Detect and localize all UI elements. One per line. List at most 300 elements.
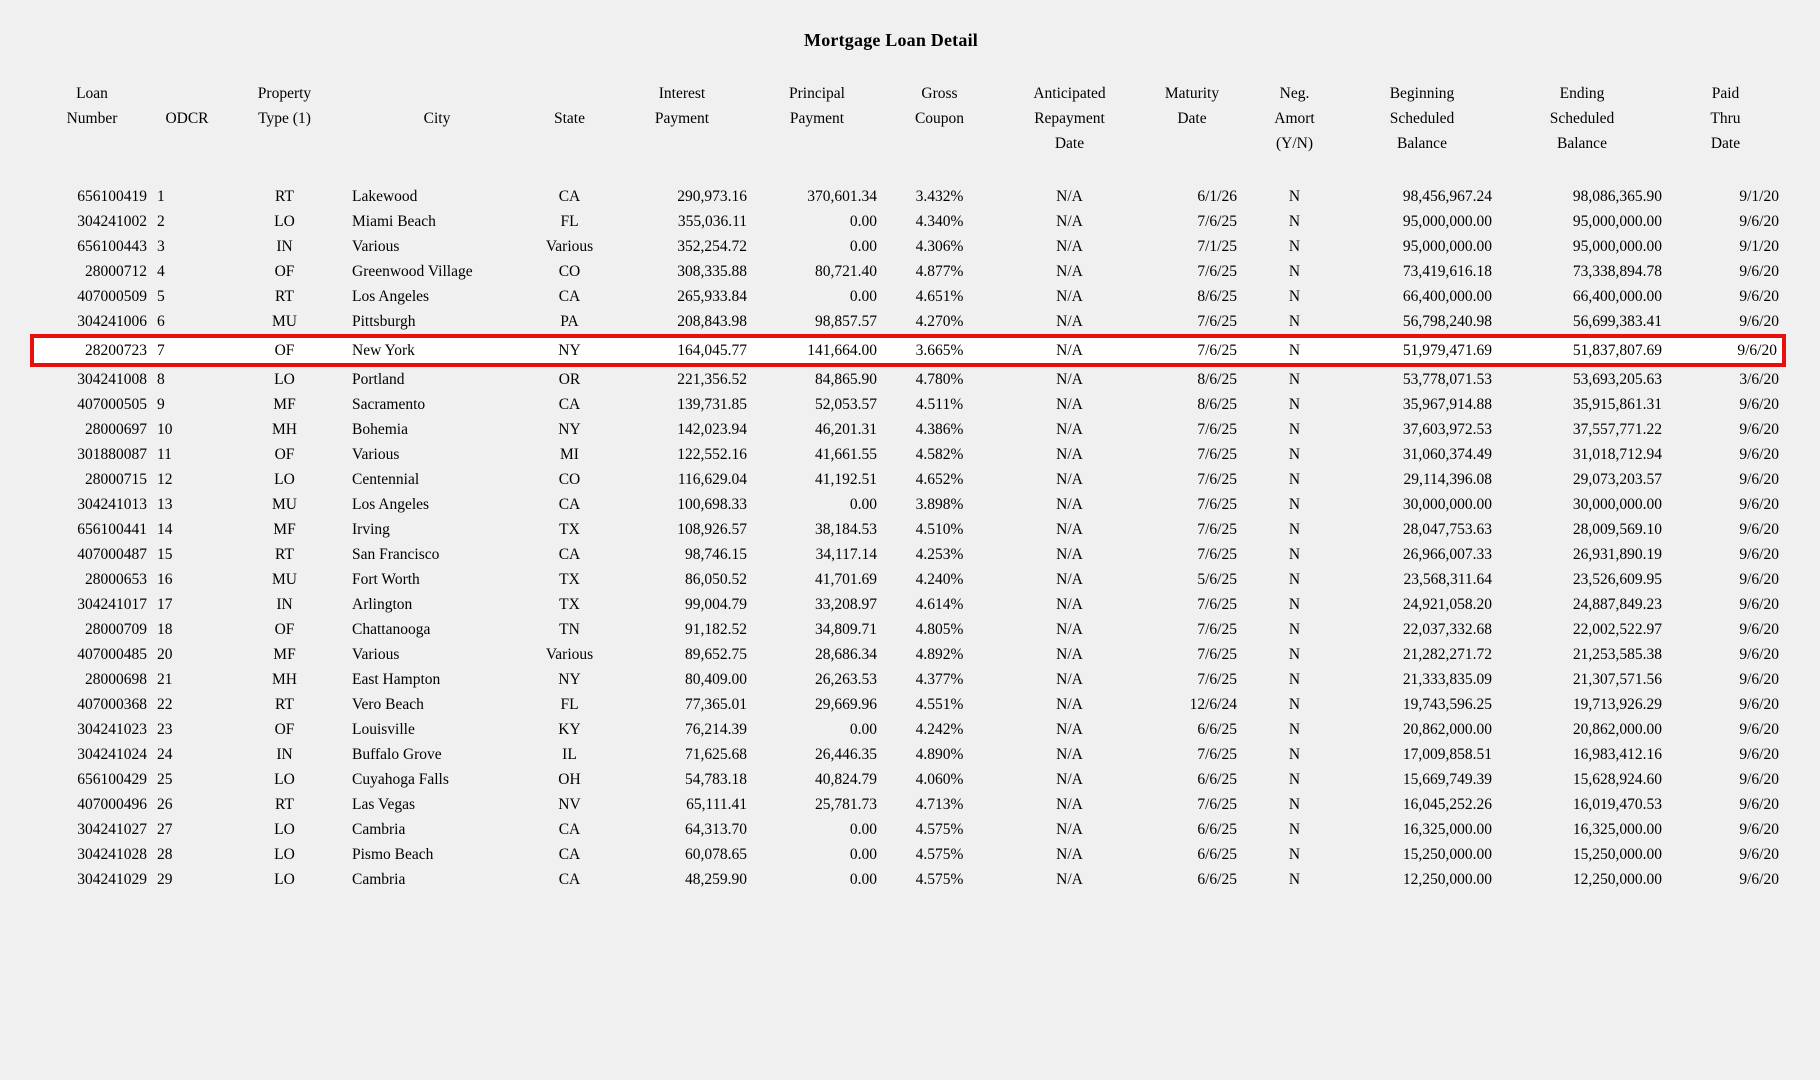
- cell-city: Centennial: [352, 471, 420, 488]
- cell-city: Greenwood Village: [352, 263, 473, 280]
- table-row: [32, 492, 1784, 517]
- cell-loan-number: 407000496: [77, 796, 147, 813]
- cell-principal-payment: 34,809.71: [815, 621, 877, 638]
- table-row: [32, 365, 1784, 392]
- column-header-neg-amort: Neg. Amort (Y/N): [1274, 85, 1315, 152]
- cell-city: Various: [352, 446, 400, 463]
- cell-gross-coupon: 4.240%: [915, 571, 964, 588]
- cell-loan-number: 304241013: [77, 496, 147, 513]
- cell-gross-coupon: 3.665%: [882, 336, 997, 365]
- cell-principal-payment: 0.00: [849, 721, 877, 738]
- cell-city: Buffalo Grove: [352, 746, 442, 763]
- table-row: [32, 209, 1784, 234]
- cell-principal-payment: 41,701.69: [815, 571, 877, 588]
- cell-neg-amort: N: [1288, 188, 1301, 205]
- cell-state: FL: [560, 696, 579, 713]
- cell-maturity-date: 5/6/25: [1197, 571, 1237, 588]
- column-header-ending-scheduled-balance: Ending Scheduled Balance: [1549, 85, 1615, 152]
- cell-property-type: IN: [276, 596, 293, 613]
- cell-state: CA: [558, 288, 581, 305]
- cell-paid-thru-date: 9/6/20: [1739, 263, 1779, 280]
- cell-principal-payment: 33,208.97: [815, 596, 877, 613]
- cell-ending-scheduled-balance: 12,250,000.00: [1572, 871, 1662, 888]
- cell-maturity-date: 7/6/25: [1197, 521, 1237, 538]
- cell-principal-payment: 0.00: [849, 496, 877, 513]
- cell-city: Miami Beach: [352, 213, 436, 230]
- cell-gross-coupon: 3.898%: [915, 496, 964, 513]
- cell-principal-payment: 0.00: [849, 288, 877, 305]
- cell-maturity-date: 6/6/25: [1197, 771, 1237, 788]
- cell-loan-number: 28000697: [85, 421, 147, 438]
- cell-anticipated-repayment-date: N/A: [1056, 238, 1083, 255]
- cell-state: CA: [558, 396, 581, 413]
- cell-property-type: OF: [222, 336, 347, 365]
- column-header-beginning-scheduled-balance: Beginning Scheduled Balance: [1389, 85, 1455, 152]
- cell-property-type: MH: [272, 421, 297, 438]
- cell-beginning-scheduled-balance: 31,060,374.49: [1402, 446, 1492, 463]
- cell-neg-amort: N: [1288, 721, 1301, 738]
- table-row: [32, 792, 1784, 817]
- cell-state: NY: [558, 421, 581, 438]
- cell-ending-scheduled-balance: 35,915,861.31: [1572, 396, 1662, 413]
- cell-beginning-scheduled-balance: 95,000,000.00: [1402, 213, 1492, 230]
- cell-beginning-scheduled-balance: 22,037,332.68: [1402, 621, 1492, 638]
- column-header-odcr: ODCR: [165, 110, 209, 127]
- cell-property-type: LO: [274, 471, 295, 488]
- cell-maturity-date: 7/6/25: [1197, 213, 1237, 230]
- cell-maturity-date: 6/6/25: [1197, 821, 1237, 838]
- cell-state: MI: [560, 446, 579, 463]
- cell-principal-payment: 29,669.96: [815, 696, 877, 713]
- cell-principal-payment: 98,857.57: [815, 313, 877, 330]
- cell-paid-thru-date: 9/6/20: [1739, 621, 1779, 638]
- cell-gross-coupon: 4.060%: [915, 771, 964, 788]
- cell-property-type: OF: [274, 621, 295, 638]
- cell-ending-scheduled-balance: 15,250,000.00: [1572, 846, 1662, 863]
- cell-odcr: 4: [157, 263, 165, 280]
- cell-gross-coupon: 4.386%: [915, 421, 964, 438]
- cell-city: Las Vegas: [352, 796, 415, 813]
- cell-loan-number: 301880087: [77, 446, 147, 463]
- cell-gross-coupon: 4.575%: [915, 871, 964, 888]
- table-row: [32, 692, 1784, 717]
- cell-city: Pismo Beach: [352, 846, 434, 863]
- cell-interest-payment: 80,409.00: [685, 671, 747, 688]
- cell-odcr: 20: [157, 646, 173, 663]
- cell-property-type: MU: [272, 313, 297, 330]
- cell-maturity-date: 7/6/25: [1197, 546, 1237, 563]
- cell-neg-amort: N: [1288, 596, 1301, 613]
- cell-ending-scheduled-balance: 51,837,807.69: [1497, 336, 1667, 365]
- cell-anticipated-repayment-date: N/A: [1056, 746, 1083, 763]
- cell-state: TX: [559, 596, 580, 613]
- highlighted-row: [32, 336, 1784, 365]
- cell-property-type: OF: [274, 721, 295, 738]
- cell-property-type: MF: [273, 396, 296, 413]
- cell-interest-payment: 99,004.79: [685, 596, 747, 613]
- cell-ending-scheduled-balance: 26,931,890.19: [1572, 546, 1662, 563]
- cell-neg-amort: N: [1288, 546, 1301, 563]
- cell-interest-payment: 142,023.94: [677, 421, 747, 438]
- cell-gross-coupon: 4.253%: [915, 546, 964, 563]
- cell-property-type: LO: [274, 821, 295, 838]
- cell-gross-coupon: 4.510%: [915, 521, 964, 538]
- cell-property-type: MF: [273, 521, 296, 538]
- cell-paid-thru-date: 9/6/20: [1739, 396, 1779, 413]
- cell-city: San Francisco: [352, 546, 440, 563]
- cell-anticipated-repayment-date: N/A: [1056, 671, 1083, 688]
- cell-city: Sacramento: [352, 396, 426, 413]
- cell-paid-thru-date: 9/6/20: [1739, 421, 1779, 438]
- cell-ending-scheduled-balance: 53,693,205.63: [1572, 371, 1662, 388]
- cell-neg-amort: N: [1288, 671, 1301, 688]
- cell-paid-thru-date: 9/1/20: [1739, 238, 1779, 255]
- table-row: [32, 767, 1784, 792]
- cell-principal-payment: 41,192.51: [815, 471, 877, 488]
- cell-gross-coupon: 4.575%: [915, 821, 964, 838]
- table-row: [32, 642, 1784, 667]
- cell-paid-thru-date: 9/6/20: [1739, 846, 1779, 863]
- cell-loan-number: 304241006: [77, 313, 147, 330]
- cell-gross-coupon: 4.575%: [915, 846, 964, 863]
- cell-ending-scheduled-balance: 28,009,569.10: [1572, 521, 1662, 538]
- cell-odcr: 26: [157, 796, 173, 813]
- cell-anticipated-repayment-date: N/A: [1056, 288, 1083, 305]
- cell-property-type: RT: [275, 546, 294, 563]
- cell-maturity-date: 7/6/25: [1197, 313, 1237, 330]
- cell-loan-number: 304241023: [77, 721, 147, 738]
- cell-beginning-scheduled-balance: 95,000,000.00: [1402, 238, 1492, 255]
- cell-maturity-date: 7/1/25: [1197, 238, 1237, 255]
- cell-interest-payment: 54,783.18: [685, 771, 747, 788]
- table-row: [32, 259, 1784, 284]
- cell-interest-payment: 65,111.41: [686, 796, 747, 813]
- cell-ending-scheduled-balance: 21,253,585.38: [1572, 646, 1662, 663]
- cell-ending-scheduled-balance: 73,338,894.78: [1572, 263, 1662, 280]
- cell-anticipated-repayment-date: N/A: [1056, 821, 1083, 838]
- cell-ending-scheduled-balance: 24,887,849.23: [1572, 596, 1662, 613]
- cell-city: Various: [352, 238, 400, 255]
- table-row: [32, 667, 1784, 692]
- table-row: [32, 542, 1784, 567]
- cell-beginning-scheduled-balance: 15,669,749.39: [1402, 771, 1492, 788]
- cell-maturity-date: 6/1/26: [1197, 188, 1237, 205]
- cell-property-type: IN: [276, 238, 293, 255]
- cell-gross-coupon: 4.892%: [915, 646, 964, 663]
- cell-principal-payment: 26,263.53: [815, 671, 877, 688]
- cell-state: CA: [558, 846, 581, 863]
- cell-city: Portland: [352, 371, 405, 388]
- cell-paid-thru-date: 3/6/20: [1739, 371, 1779, 388]
- cell-maturity-date: 8/6/25: [1197, 288, 1237, 305]
- cell-ending-scheduled-balance: 98,086,365.90: [1572, 188, 1662, 205]
- cell-property-type: RT: [275, 188, 294, 205]
- cell-neg-amort: N: [1288, 446, 1301, 463]
- cell-neg-amort: N: [1288, 746, 1301, 763]
- cell-odcr: 3: [157, 238, 165, 255]
- cell-property-type: MF: [273, 646, 296, 663]
- cell-odcr: 23: [157, 721, 173, 738]
- page-title: Mortgage Loan Detail: [804, 30, 978, 50]
- cell-principal-payment: 0.00: [849, 213, 877, 230]
- cell-anticipated-repayment-date: N/A: [1056, 263, 1083, 280]
- cell-beginning-scheduled-balance: 51,979,471.69: [1347, 336, 1497, 365]
- cell-city: Bohemia: [352, 421, 408, 438]
- cell-principal-payment: 141,664.00: [752, 336, 882, 365]
- column-header-loan-number: Loan Number: [66, 85, 118, 127]
- cell-maturity-date: 7/6/25: [1197, 671, 1237, 688]
- cell-gross-coupon: 4.614%: [915, 596, 964, 613]
- cell-odcr: 28: [157, 846, 173, 863]
- cell-interest-payment: 89,652.75: [685, 646, 747, 663]
- header-row: [32, 81, 1784, 184]
- cell-interest-payment: 108,926.57: [677, 521, 747, 538]
- cell-loan-number: 304241027: [77, 821, 147, 838]
- cell-principal-payment: 0.00: [849, 846, 877, 863]
- column-header-interest-payment: Interest Payment: [654, 85, 710, 127]
- cell-paid-thru-date: 9/6/20: [1739, 288, 1779, 305]
- cell-beginning-scheduled-balance: 19,743,596.25: [1402, 696, 1492, 713]
- cell-city: Chattanooga: [352, 621, 431, 638]
- cell-interest-payment: 116,629.04: [677, 471, 747, 488]
- cell-odcr: 13: [157, 496, 173, 513]
- cell-city: Los Angeles: [352, 288, 430, 305]
- cell-principal-payment: 84,865.90: [815, 371, 877, 388]
- cell-beginning-scheduled-balance: 21,282,271.72: [1402, 646, 1492, 663]
- cell-city: Various: [352, 646, 400, 663]
- cell-gross-coupon: 4.652%: [915, 471, 964, 488]
- cell-beginning-scheduled-balance: 23,568,311.64: [1403, 571, 1492, 588]
- cell-interest-payment: 100,698.33: [677, 496, 747, 513]
- table-body: [32, 184, 1784, 892]
- cell-maturity-date: 7/6/25: [1197, 263, 1237, 280]
- cell-principal-payment: 0.00: [849, 238, 877, 255]
- cell-maturity-date: 6/6/25: [1197, 846, 1237, 863]
- cell-beginning-scheduled-balance: 24,921,058.20: [1402, 596, 1492, 613]
- cell-state: CO: [558, 471, 581, 488]
- cell-ending-scheduled-balance: 19,713,926.29: [1572, 696, 1662, 713]
- cell-odcr: 25: [157, 771, 173, 788]
- cell-neg-amort: N: [1288, 821, 1301, 838]
- cell-property-type: RT: [275, 696, 294, 713]
- cell-anticipated-repayment-date: N/A: [1056, 796, 1083, 813]
- cell-maturity-date: 7/6/25: [1142, 336, 1242, 365]
- cell-ending-scheduled-balance: 31,018,712.94: [1572, 446, 1662, 463]
- cell-neg-amort: N: [1288, 371, 1301, 388]
- cell-property-type: LO: [274, 213, 295, 230]
- cell-gross-coupon: 4.340%: [915, 213, 964, 230]
- cell-ending-scheduled-balance: 56,699,383.41: [1572, 313, 1662, 330]
- cell-beginning-scheduled-balance: 20,862,000.00: [1402, 721, 1492, 738]
- cell-loan-number: 304241029: [77, 871, 147, 888]
- cell-principal-payment: 0.00: [849, 871, 877, 888]
- cell-interest-payment: 76,214.39: [685, 721, 747, 738]
- cell-ending-scheduled-balance: 30,000,000.00: [1572, 496, 1662, 513]
- cell-gross-coupon: 4.270%: [915, 313, 964, 330]
- column-header-property-type: Property Type (1): [257, 85, 312, 127]
- cell-interest-payment: 86,050.52: [685, 571, 747, 588]
- cell-gross-coupon: 4.713%: [915, 796, 964, 813]
- cell-gross-coupon: 4.651%: [915, 288, 964, 305]
- cell-ending-scheduled-balance: 66,400,000.00: [1572, 288, 1662, 305]
- cell-paid-thru-date: 9/6/20: [1739, 871, 1779, 888]
- cell-maturity-date: 7/6/25: [1197, 421, 1237, 438]
- cell-state: CA: [558, 546, 581, 563]
- cell-ending-scheduled-balance: 95,000,000.00: [1572, 213, 1662, 230]
- cell-beginning-scheduled-balance: 30,000,000.00: [1402, 496, 1492, 513]
- cell-beginning-scheduled-balance: 26,966,007.33: [1402, 546, 1492, 563]
- cell-maturity-date: 7/6/25: [1197, 621, 1237, 638]
- cell-maturity-date: 8/6/25: [1197, 396, 1237, 413]
- cell-paid-thru-date: 9/1/20: [1739, 188, 1779, 205]
- cell-neg-amort: N: [1288, 313, 1301, 330]
- cell-maturity-date: 7/6/25: [1197, 471, 1237, 488]
- cell-interest-payment: 139,731.85: [677, 396, 747, 413]
- cell-property-type: IN: [276, 746, 293, 763]
- cell-anticipated-repayment-date: N/A: [997, 336, 1142, 365]
- column-header-city: City: [423, 110, 451, 127]
- table-row: [32, 567, 1784, 592]
- cell-property-type: RT: [275, 796, 294, 813]
- cell-odcr: 17: [157, 596, 173, 613]
- cell-loan-number: 407000485: [77, 646, 147, 663]
- cell-principal-payment: 46,201.31: [815, 421, 877, 438]
- cell-maturity-date: 7/6/25: [1197, 796, 1237, 813]
- table-row: [32, 742, 1784, 767]
- cell-gross-coupon: 4.242%: [915, 721, 964, 738]
- cell-neg-amort: N: [1288, 471, 1301, 488]
- cell-loan-number: 656100419: [77, 188, 147, 205]
- cell-maturity-date: 12/6/24: [1189, 696, 1237, 713]
- cell-loan-number: 656100443: [77, 238, 147, 255]
- loan-table: [30, 81, 1786, 892]
- cell-beginning-scheduled-balance: 56,798,240.98: [1402, 313, 1492, 330]
- cell-state: IL: [562, 746, 577, 763]
- cell-odcr: 18: [157, 621, 173, 638]
- cell-gross-coupon: 4.306%: [915, 238, 964, 255]
- cell-state: NV: [558, 796, 581, 813]
- cell-beginning-scheduled-balance: 28,047,753.63: [1402, 521, 1492, 538]
- cell-city: Cambria: [352, 821, 406, 838]
- cell-state: CA: [558, 821, 581, 838]
- column-header-anticipated-repayment-date: Anticipated Repayment Date: [1033, 85, 1106, 152]
- cell-beginning-scheduled-balance: 35,967,914.88: [1402, 396, 1492, 413]
- cell-principal-payment: 26,446.35: [815, 746, 877, 763]
- cell-property-type: LO: [274, 771, 295, 788]
- cell-beginning-scheduled-balance: 17,009,858.51: [1402, 746, 1492, 763]
- cell-gross-coupon: 4.805%: [915, 621, 964, 638]
- cell-anticipated-repayment-date: N/A: [1056, 188, 1083, 205]
- cell-paid-thru-date: 9/6/20: [1739, 446, 1779, 463]
- cell-anticipated-repayment-date: N/A: [1056, 571, 1083, 588]
- cell-loan-number: 656100441: [77, 521, 147, 538]
- cell-interest-payment: 308,335.88: [677, 263, 747, 280]
- cell-loan-number: 304241002: [77, 213, 147, 230]
- cell-loan-number: 28000709: [85, 621, 147, 638]
- cell-state: FL: [560, 213, 579, 230]
- cell-state: CA: [558, 188, 581, 205]
- cell-interest-payment: 91,182.52: [685, 621, 747, 638]
- cell-paid-thru-date: 9/6/20: [1667, 336, 1784, 365]
- cell-state: PA: [560, 313, 579, 330]
- cell-interest-payment: 355,036.11: [677, 213, 747, 230]
- cell-maturity-date: 7/6/25: [1197, 446, 1237, 463]
- cell-beginning-scheduled-balance: 37,603,972.53: [1402, 421, 1492, 438]
- cell-anticipated-repayment-date: N/A: [1056, 521, 1083, 538]
- cell-loan-number: 28000653: [85, 571, 147, 588]
- cell-state: NY: [527, 336, 612, 365]
- cell-odcr: 8: [157, 371, 165, 388]
- table-row: [32, 284, 1784, 309]
- cell-paid-thru-date: 9/6/20: [1739, 771, 1779, 788]
- cell-loan-number: 304241028: [77, 846, 147, 863]
- cell-odcr: 11: [157, 446, 172, 463]
- cell-anticipated-repayment-date: N/A: [1056, 596, 1083, 613]
- cell-interest-payment: 290,973.16: [677, 188, 747, 205]
- cell-state: TX: [559, 521, 580, 538]
- cell-gross-coupon: 4.877%: [915, 263, 964, 280]
- cell-maturity-date: 7/6/25: [1197, 646, 1237, 663]
- table-row: [32, 417, 1784, 442]
- column-header-state: State: [554, 110, 585, 127]
- cell-principal-payment: 28,686.34: [815, 646, 877, 663]
- table-row: [32, 392, 1784, 417]
- cell-state: CA: [558, 496, 581, 513]
- cell-property-type: LO: [274, 871, 295, 888]
- cell-paid-thru-date: 9/6/20: [1739, 821, 1779, 838]
- cell-state: TX: [559, 571, 580, 588]
- cell-odcr: 22: [157, 696, 173, 713]
- cell-city: Cuyahoga Falls: [352, 771, 449, 788]
- table-row: [32, 817, 1784, 842]
- cell-gross-coupon: 3.432%: [915, 188, 964, 205]
- cell-paid-thru-date: 9/6/20: [1739, 471, 1779, 488]
- cell-odcr: 16: [157, 571, 173, 588]
- cell-loan-number: 407000505: [77, 396, 147, 413]
- cell-paid-thru-date: 9/6/20: [1739, 746, 1779, 763]
- cell-state: Various: [545, 646, 594, 663]
- cell-beginning-scheduled-balance: 16,045,252.26: [1402, 796, 1492, 813]
- table-row: [32, 842, 1784, 867]
- cell-anticipated-repayment-date: N/A: [1056, 646, 1083, 663]
- cell-neg-amort: N: [1288, 421, 1301, 438]
- cell-principal-payment: 25,781.73: [815, 796, 877, 813]
- cell-neg-amort: N: [1288, 796, 1301, 813]
- cell-maturity-date: 6/6/25: [1197, 871, 1237, 888]
- table-row: [32, 592, 1784, 617]
- cell-city: Lakewood: [352, 188, 418, 205]
- cell-loan-number: 407000487: [77, 546, 147, 563]
- table-row: [32, 234, 1784, 259]
- cell-principal-payment: 52,053.57: [815, 396, 877, 413]
- cell-anticipated-repayment-date: N/A: [1056, 546, 1083, 563]
- cell-beginning-scheduled-balance: 16,325,000.00: [1402, 821, 1492, 838]
- cell-interest-payment: 122,552.16: [677, 446, 747, 463]
- cell-odcr: 10: [157, 421, 173, 438]
- cell-neg-amort: N: [1288, 288, 1301, 305]
- cell-loan-number: 407000368: [77, 696, 147, 713]
- table-row: [32, 442, 1784, 467]
- table-row: [32, 517, 1784, 542]
- cell-principal-payment: 40,824.79: [815, 771, 877, 788]
- cell-maturity-date: 8/6/25: [1197, 371, 1237, 388]
- cell-state: Various: [545, 238, 594, 255]
- cell-state: OR: [558, 371, 581, 388]
- cell-gross-coupon: 4.890%: [915, 746, 964, 763]
- cell-ending-scheduled-balance: 16,983,412.16: [1572, 746, 1662, 763]
- cell-paid-thru-date: 9/6/20: [1739, 696, 1779, 713]
- cell-interest-payment: 208,843.98: [677, 313, 747, 330]
